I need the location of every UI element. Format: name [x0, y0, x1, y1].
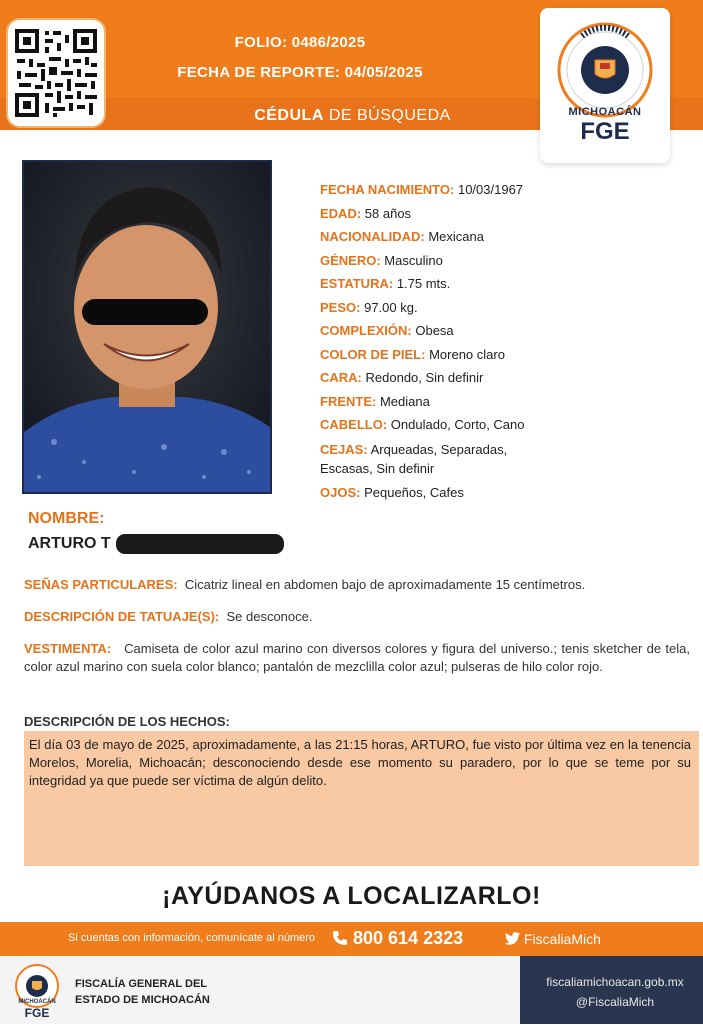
detail-value: Mediana [379, 393, 430, 409]
detail-label: CARA: [320, 370, 362, 385]
contact-intro: Si cuentas con información, comunícate al número [68, 932, 316, 944]
detail-skin-color [320, 343, 690, 367]
name-value: ARTURO T [28, 535, 111, 552]
missing-person-photo [22, 160, 272, 494]
detail-value: Ondulado, Corto, Cano [390, 417, 525, 432]
detail-value: 97.00 kg. [364, 299, 418, 315]
detail-build [320, 319, 690, 343]
detail-label: FECHA NACIMIENTO: [320, 182, 455, 197]
detail-label: NACIONALIDAD: [320, 229, 425, 244]
footer-logo-acronym: FGE [24, 1006, 50, 1020]
detail-hair [320, 413, 690, 437]
document-title-bold: CÉDULA [254, 107, 324, 124]
contact-twitter[interactable] [505, 931, 601, 947]
detail-height [320, 272, 690, 296]
contact-phone[interactable] [332, 928, 463, 949]
footer-logo [8, 962, 66, 1020]
tattoos [24, 608, 690, 626]
detail-label: COLOR DE PIEL: [320, 346, 426, 362]
detail-age [320, 202, 690, 226]
section-label: VESTIMENTA: [24, 641, 112, 656]
footer-org [0, 956, 520, 1024]
facts-text: El día 03 de mayo de 2025, aproximadamente, a las 21:15 horas, ARTURO, fue visto por última vez en la tenencia Morelos, Morelia, Michoacán; desconociendo desde ese momento su paradero, por lo que se teme por su integridad ya que puede ser víctima de algún delito. [29, 737, 691, 788]
document-title [230, 107, 475, 125]
detail-birthdate [320, 178, 690, 202]
call-to-action: ¡AYÚDANOS A LOCALIZARLO! [162, 882, 541, 910]
detail-label: FRENTE: [320, 393, 377, 409]
detail-eyebrows [320, 440, 550, 478]
detail-eyes [320, 481, 690, 505]
qr-code-icon [15, 29, 97, 117]
detail-nationality [320, 225, 690, 249]
fge-logo-state: MICHOACÁN [568, 106, 642, 118]
detail-forehead [320, 390, 690, 414]
website-link[interactable]: fiscaliamichoacan.gob.mx [546, 975, 684, 989]
name-redaction [116, 534, 284, 554]
org-name-line2: ESTADO DE MICHOACÁN [75, 994, 210, 1006]
detail-value: Redondo, Sin definir [365, 370, 484, 385]
person-details [320, 178, 690, 504]
detail-face [320, 366, 690, 390]
person-photo-icon [24, 162, 270, 492]
footer-logo-state: MICHOACÁN [18, 999, 56, 1005]
report-date: FECHA DE REPORTE: 04/05/2025 [177, 64, 423, 81]
fge-logo [540, 8, 670, 163]
folio: FOLIO: 0486/2025 [234, 34, 366, 51]
detail-value: 58 años [364, 205, 412, 221]
name-label: NOMBRE: [28, 510, 105, 527]
fge-logo-acronym: FGE [580, 118, 630, 145]
detail-value: 10/03/1967 [457, 182, 524, 197]
detail-label: CABELLO: [320, 417, 388, 432]
twitter-icon [505, 932, 520, 945]
section-value: Camiseta de color azul marino con diversos colores y figura del universo.; tenis sketcher de tela, color azul marino con suela color blanco; pantalón de mezclilla color azul; pulseras de hilo color rojo. [24, 641, 690, 674]
detail-weight [320, 296, 690, 320]
detail-value: Masculino [384, 252, 443, 268]
phone-icon [332, 930, 348, 946]
distinguishing-marks [24, 576, 690, 594]
detail-value: 1.75 mts. [396, 276, 451, 291]
section-value: Se desconoce. [226, 609, 313, 624]
detail-label: COMPLEXIÓN: [320, 323, 412, 338]
clothing [24, 640, 690, 676]
detail-value: Obesa [415, 323, 454, 338]
detail-value: Mexicana [428, 229, 484, 244]
detail-value: Arqueadas, Separadas, Escasas, Sin definir [320, 441, 508, 476]
footer-links [520, 956, 703, 1024]
detail-label: GÉNERO: [320, 252, 381, 268]
detail-label: PESO: [320, 299, 361, 315]
org-name-line1: FISCALÍA GENERAL DEL [75, 978, 208, 990]
phone-number: 800 614 2323 [353, 928, 464, 948]
document-title-rest: DE BÚSQUEDA [323, 107, 451, 124]
qr-code[interactable] [8, 20, 104, 126]
detail-label: OJOS: [320, 484, 361, 500]
detail-label: ESTATURA: [320, 276, 394, 291]
detail-label: CEJAS: [320, 441, 368, 457]
section-label: DESCRIPCIÓN DE TATUAJE(S): [24, 609, 220, 624]
detail-value: Moreno claro [429, 346, 505, 362]
facts-label: DESCRIPCIÓN DE LOS HECHOS: [24, 714, 230, 729]
social-handle-link[interactable]: @FiscaliaMich [575, 995, 655, 1009]
detail-value: Pequeños, Cafes [364, 484, 464, 500]
section-value: Cicatriz lineal en abdomen bajo de aproximadamente 15 centímetros. [184, 577, 586, 592]
detail-gender [320, 249, 690, 273]
twitter-handle: FiscaliaMich [523, 931, 601, 947]
detail-label: EDAD: [320, 205, 362, 221]
section-label: SEÑAS PARTICULARES: [24, 577, 178, 592]
